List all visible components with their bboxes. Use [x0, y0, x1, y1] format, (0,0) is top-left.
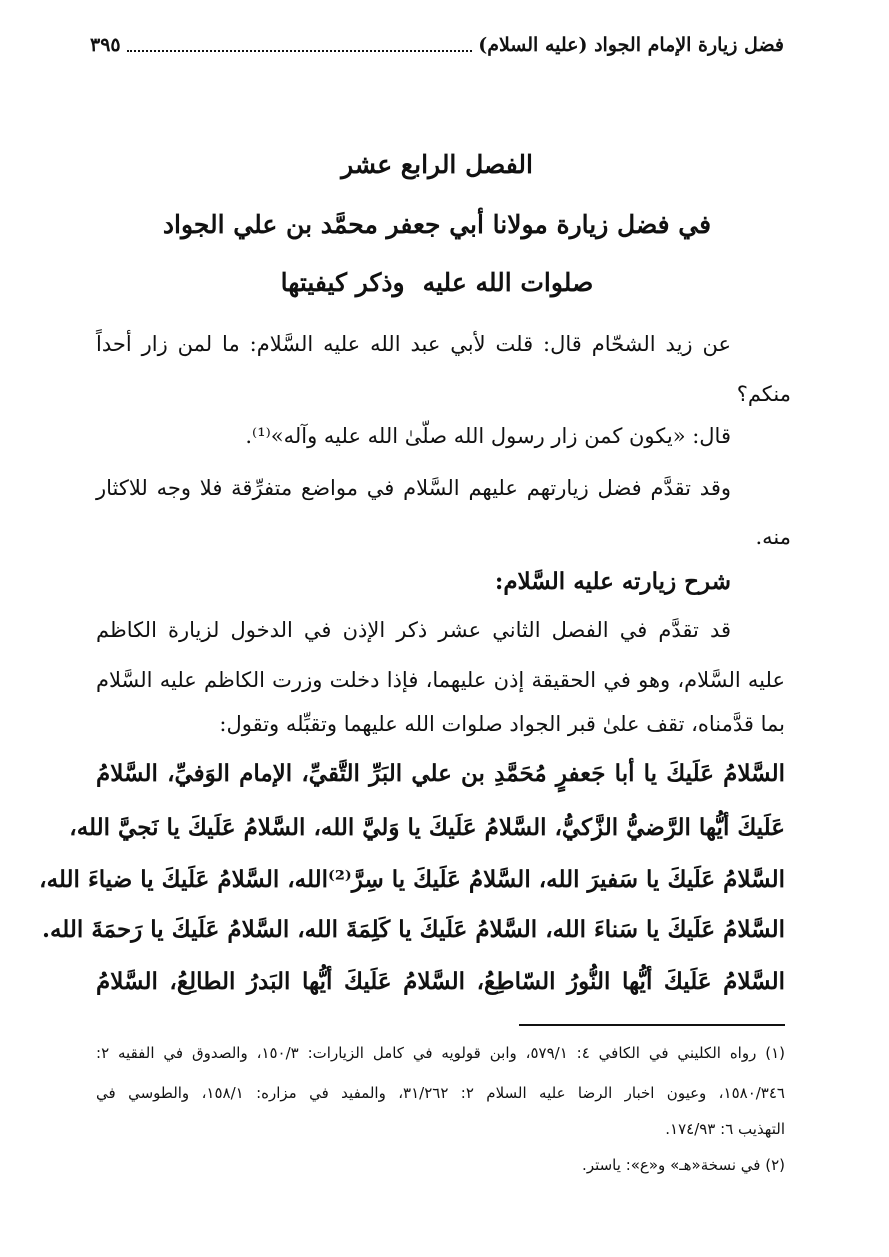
running-header-title: فضل زيارة الإمام الجواد (عليه السلام) [478, 34, 784, 56]
page-number: ٣٩٥ [90, 34, 121, 56]
chapter-number: الفصل الرابع عشر [341, 150, 533, 179]
ziyara-line: السَّلامُ عَلَيكَ أيُّها النُّورُ السّاطِعُ، السَّلامُ عَلَيكَ أيُّها البَدرُ الطالِعُ، السَّلامُ [96, 968, 785, 995]
paragraph-line: وقد تقدَّم فضل زيارتهم عليهم السَّلام في مواضع متفرِّقة فلا وجه للاكثار [96, 476, 731, 500]
section-heading: شرح زيارته عليه السَّلام: [494, 568, 731, 595]
ziyara-line: السَّلامُ عَلَيكَ يا سَفيرَ الله، السَّلامُ عَلَيكَ يا سِرَّ⁽²⁾الله، السَّلامُ عَلَيكَ يا ضياءَ الله، [39, 866, 785, 893]
paragraph-line: منه. [755, 525, 791, 549]
paragraph-line: قال: «يكون كمن زار رسول الله صلّىٰ الله عليه وآله»⁽¹⁾. [245, 424, 731, 448]
chapter-body [96, 0, 791, 560]
ziyara-line: السَّلامُ عَلَيكَ يا سَناءَ الله، السَّلامُ عَلَيكَ يا كَلِمَةَ الله، السَّلامُ عَلَيكَ يا رَحمَةَ الله. [41, 916, 785, 943]
ziyara-line: السَّلامُ عَلَيكَ يا أبا جَعفرٍ مُحَمَّدِ بن علي البَرِّ التَّقيِّ، الإمام الوَفيِّ، السَّلامُ [96, 760, 785, 787]
footnote-line: التهذيب ٦: ١٧٤/٩٣. [665, 1120, 785, 1138]
footnote-line: (١) رواه الكليني في الكافي ٤: ٥٧٩/١، وابن قولويه في كامل الزيارات: ١٥٠/٣، والصدوق في الفقيه ٢: [96, 1044, 785, 1062]
ziyara-line: عَلَيكَ أيُّها الرَّضيُّ الزَّكيُّ، السَّلامُ عَلَيكَ يا وَليَّ الله، السَّلامُ عَلَيكَ يا نَجيَّ الله، [69, 814, 785, 841]
footnote-line: (٢) في نسخة«هـ» و«ع»: ياستر. [582, 1156, 785, 1174]
paragraph-line: عن زيد الشحّام قال: قلت لأبي عبد الله عليه السَّلام: ما لمن زار أحداً [96, 332, 731, 356]
footnote-line: ١٥٨٠/٣٤٦، وعيون اخبار الرضا عليه السلام ٢: ٣١/٢٦٢، والمفيد في مزاره: ١٥٨/١، والطوسي في [96, 1084, 785, 1102]
paragraph-line: بما قدَّمناه، تقف علىٰ قبر الجواد صلوات الله عليهما وتقبِّله وتقول: [219, 712, 785, 736]
chapter-subtitle-part2: وذكر كيفيتها [280, 268, 405, 297]
footnote-separator [519, 1024, 785, 1026]
paragraph-line: قد تقدَّم في الفصل الثاني عشر ذكر الإذن في الدخول لزيارة الكاظم [96, 618, 731, 642]
chapter-title: في فضل زيارة مولانا أبي جعفر محمَّد بن علي الجواد [162, 210, 712, 239]
paragraph-line: منكم؟ [736, 382, 791, 406]
paragraph-line: عليه السَّلام، وهو في الحقيقة إذن عليهما، فإذا دخلت وزرت الكاظم عليه السَّلام [96, 668, 785, 692]
chapter-subtitle-part1: صلوات الله عليه [422, 268, 594, 297]
